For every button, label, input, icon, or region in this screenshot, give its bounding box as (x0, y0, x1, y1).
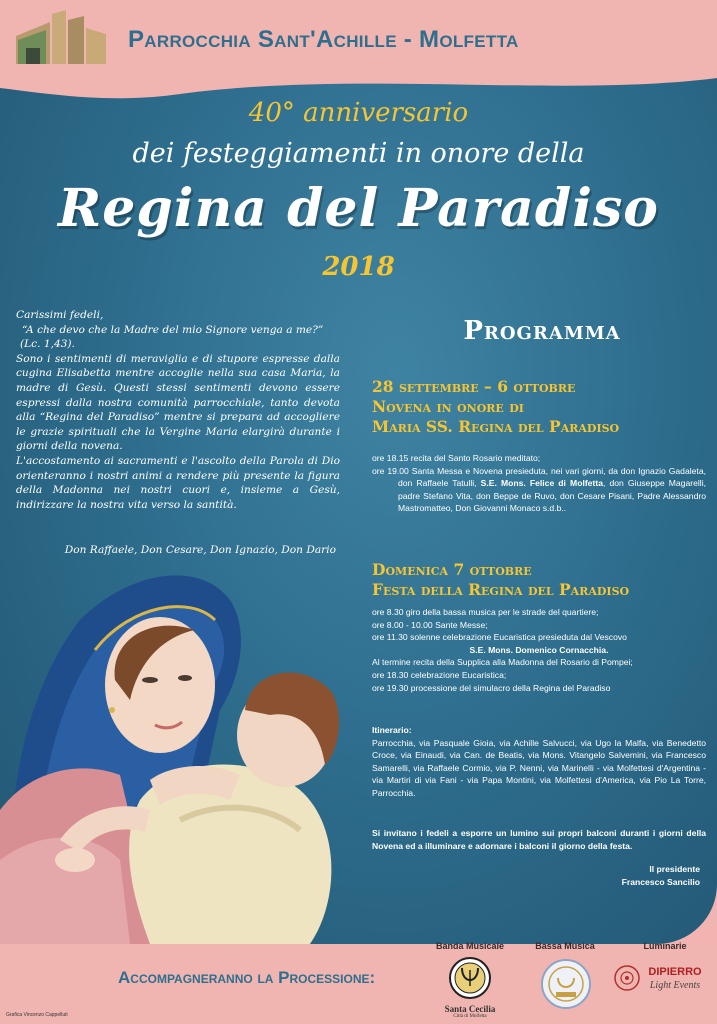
itinerario-text: Parrocchia, via Pasquale Gioia, via Achille Salvucci, via Ugo la Malfa, via Benedetto Croce, via Einaudi, via Can. de Beatis, via Mons. Vitangelo Salvemini, via Francesco Samarelli, via Raffaele Cormio, via P. Nenni, via Marinelli - via Molfettesi d'Argentina - via Martiri di via Fani - via Papa Montini, via Molfettesi d'America, via Pio La Torre, Parrocchia. (372, 737, 706, 798)
president-block (540, 863, 700, 888)
banda-logo (440, 956, 500, 1018)
madonna-illustration (0, 560, 360, 944)
schedule-line: ore 18.15 recita del Santo Rosario meditato; (372, 453, 541, 463)
banda-label: Banda Musicale (435, 941, 505, 951)
accompany-heading: Accompagneranno la Processione: (118, 968, 376, 987)
itinerario (372, 724, 706, 800)
letter-citation: (Lc. 1,43). (20, 338, 75, 351)
luminarie-label: Luminarie (643, 941, 687, 951)
luminarie-name: DIPIERRO (648, 966, 702, 978)
novena-subtitle: Maria SS. Regina del Paradiso (372, 417, 620, 436)
invite-note (372, 827, 706, 852)
bassa-musica-logo (538, 958, 594, 1010)
year-title: 2018 (322, 252, 395, 282)
schedule-line (372, 644, 706, 657)
festa-schedule (372, 606, 706, 694)
president-name: Francesco Sancilio (621, 876, 700, 887)
luminarie-logo (612, 960, 712, 1010)
novena-heading (372, 377, 712, 437)
schedule-line: ore 18.30 celebrazione Eucaristica; (372, 669, 507, 680)
schedule-line: ore 8.00 - 10.00 Sante Messe; (372, 619, 488, 630)
luminarie-sub: Light Events (649, 980, 701, 991)
schedule-line: ore 8.30 giro della bassa musica per le strade del quartiere; (372, 607, 599, 617)
letter-greeting: Carissimi fedeli, (16, 309, 104, 321)
president-label: Il presidente (649, 864, 700, 874)
festivities-subtitle: dei festeggiamenti in onore della (132, 138, 585, 169)
schedule-bold: S.E. Mons. Domenico Cornacchia. (469, 644, 609, 655)
letter-signature: Don Raffaele, Don Cesare, Don Ignazio, Don Dario (64, 544, 336, 556)
novena-schedule (372, 452, 706, 515)
programma-title: Programma (463, 316, 621, 346)
schedule-text: ore 19.00 Santa Messa e Novena presieduta, nei vari giorni, da don Ignazio Gadaleta, don Raffaele Tatulli, (372, 465, 706, 489)
itinerario-label-text: Itinerario: (372, 725, 412, 735)
letter-paragraph-2: L'accostamento ai sacramenti e l'ascolto della Parola di Dio orienteranno i nostri animi a rendere più presente la figura della Madonna nei nostri cuori e, insieme a Gesù, indirizzare la nostra vita verso la santità. (16, 454, 340, 511)
letter-paragraph-1: Sono i sentimenti di meraviglia e di stupore espresse dalla cugina Elisabetta mentre accoglie nella sua casa Maria, la madre di Gesù. Questi stessi sentimenti devono essere espressi dalla nostra comunità parrocchiale, tanto devota alla “Regina del Paradiso” mentre si prepara ad accogliere le grazie spirituali che la Vergine Maria elargirà durante i giorni della novena. (16, 352, 340, 453)
festa-heading (372, 560, 712, 600)
lyre-icon (440, 956, 500, 1000)
festa-title: Festa della Regina del Paradiso (372, 580, 630, 599)
main-title: Regina del Paradiso (58, 178, 659, 239)
banda-sub: Città di Molfetta (453, 1014, 487, 1019)
itinerario-label (372, 724, 706, 737)
anniversary-title: 40° anniversario (248, 98, 469, 128)
schedule-line (372, 465, 706, 515)
letter-quote: “A che devo che la Madre del mio Signore venga a me?” (22, 323, 324, 336)
schedule-text: , don Giuseppe Magarelli, padre Stefano Vita, don Beppe de Ruvo, don Cesare Pisani, Padre Alessandro Mastromatteo, Don Giovanni Monaco s.d.b.. (398, 478, 706, 514)
graphic-credit: Grafica Vincenzo Cappelluti (6, 1012, 68, 1018)
invite-text: Si invitano i fedeli a esporre un lumino sui propri balconi duranti i giorni della Novena ed a illuminare e adornare i balconi il giorno della festa. (372, 828, 706, 851)
schedule-line: ore 11.30 solenne celebrazione Eucaristica presieduta dal Vescovo (372, 632, 627, 643)
pastoral-letter (16, 308, 340, 512)
schedule-bold: S.E. Mons. Felice di Molfetta (480, 478, 603, 489)
schedule-line: Al termine recita della Supplica alla Madonna del Rosario di Pompei; (372, 657, 633, 668)
novena-title: Novena in onore di (372, 397, 524, 416)
festa-date: Domenica 7 ottobre (372, 560, 532, 579)
ornament-icon (612, 960, 642, 996)
schedule-line: ore 19.30 processione del simulacro della Regina del Paradiso (372, 682, 611, 693)
bassa-label: Bassa Musica (535, 941, 595, 951)
novena-dates: 28 settembre – 6 ottobre (372, 377, 576, 396)
parish-title: Parrocchia Sant'Achille - Molfetta (128, 26, 519, 53)
banda-name: Santa Cecilia (444, 1004, 496, 1014)
